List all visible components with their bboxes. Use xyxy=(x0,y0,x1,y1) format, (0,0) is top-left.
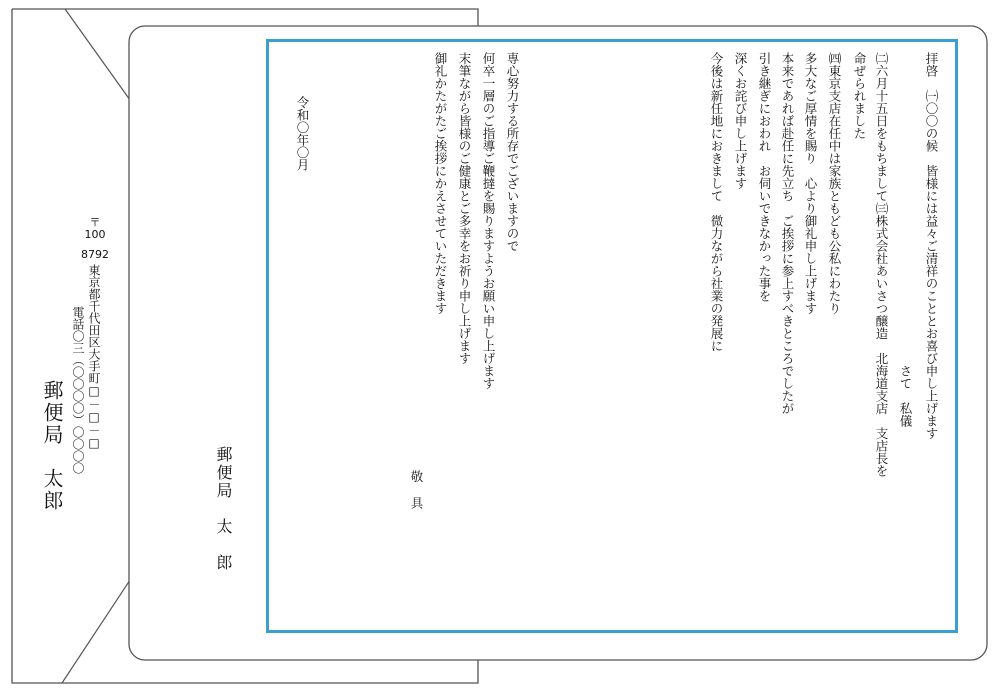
letter-line: ㈡六月十五日をもちまして㈢株式会社あいさつ醸造 北海道支店 支店長を xyxy=(874,52,889,477)
envelope-sender-name: 郵便局 太郎 xyxy=(40,380,64,512)
letter-signature: 郵便局 太 郎 xyxy=(214,446,233,572)
envelope-phone: 電話〇三（〇〇〇〇）〇〇〇〇 xyxy=(71,306,85,474)
letter-line: 御礼かたがたご挨拶にかえさせていただきます xyxy=(433,52,448,315)
zip-code-part2: 8792 xyxy=(81,248,109,261)
letter-line: 命ぜられました xyxy=(852,52,867,140)
letter-line: さて 私儀 xyxy=(898,52,913,427)
envelope-flap-bottom xyxy=(62,580,130,683)
letter-line: 拝啓 ㈠〇〇の候 皆様には益々ご清祥のこととお喜び申し上げます xyxy=(924,52,939,440)
zip-mark: 〒 xyxy=(89,216,101,229)
envelope-flap-top xyxy=(65,9,130,100)
letter-line: 今後は新任地におきまして 微力ながら社業の発展に xyxy=(709,52,724,352)
envelope-address: 東京都千代田区大手町□－□－□ xyxy=(87,264,101,450)
letter-date: 令和〇年〇月 xyxy=(295,96,310,171)
letter-closing: 敬具 xyxy=(409,470,424,523)
letter-line: 引き継ぎにおわれ お伺いできなかった事を xyxy=(757,52,772,302)
letter-line: ㈣東京支店在任中は家族ともども公私にわたり xyxy=(827,52,842,315)
letter-line: 本来であれば赴任に先立ち ご挨拶に参上すべきところでしたが xyxy=(780,52,795,415)
letter-line: 専心努力する所存でございますので xyxy=(505,52,520,252)
letter-line: 深くお詫び申し上げます xyxy=(733,52,748,190)
zip-code-part1: 100 xyxy=(84,228,106,241)
letter-line: 何卒一層のご指導ご鞭撻を賜りますようお願い申し上げます xyxy=(481,52,496,390)
letter-line: 多大なご厚情を賜り 心より御礼申し上げます xyxy=(803,52,818,315)
letter-line: 末筆ながら皆様のご健康とご多幸をお祈り申し上げます xyxy=(457,52,472,365)
